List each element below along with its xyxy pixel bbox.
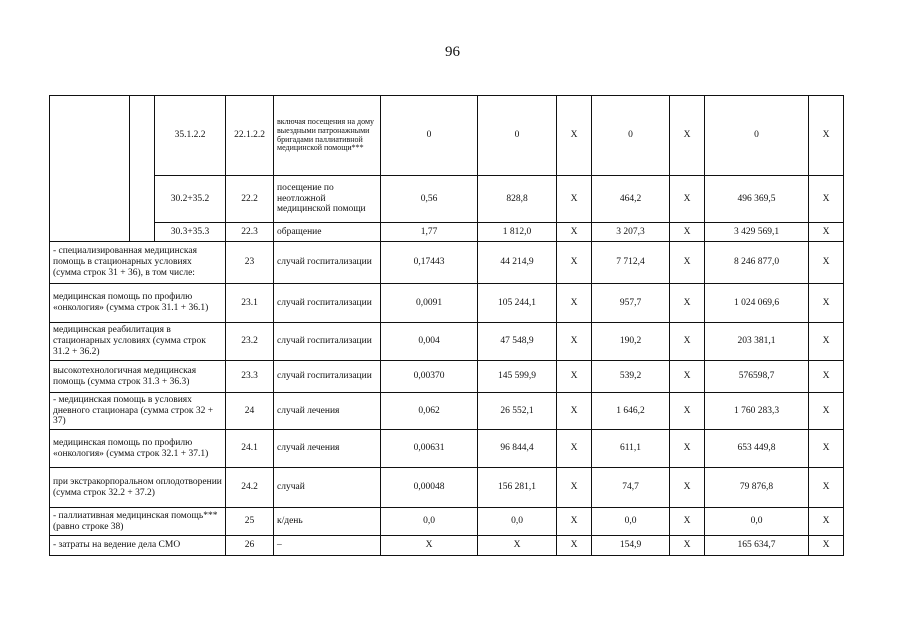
table-row — [50, 284, 844, 323]
cell-name: высокотехнологичная медицинская помощь (сумма строк 31.3 + 36.3) — [50, 361, 226, 393]
cell-value: 611,1 — [592, 430, 670, 468]
cell-name: при экстракорпоральном оплодотворении (сумма строк 32.2 + 37.2) — [50, 468, 226, 508]
cell-value: X — [809, 323, 844, 361]
cell-value: X — [557, 223, 592, 242]
cell-unit: – — [274, 536, 381, 556]
cell-value: 79 876,8 — [705, 468, 809, 508]
cell-value: 0,0 — [705, 508, 809, 536]
cell-value: X — [478, 536, 557, 556]
cell-value: X — [809, 508, 844, 536]
cell-value: 0,062 — [381, 393, 478, 430]
cell-value: 576598,7 — [705, 361, 809, 393]
cell-value: X — [557, 430, 592, 468]
cell-value: X — [557, 176, 592, 223]
cell-value: X — [670, 393, 705, 430]
table-row — [50, 536, 844, 556]
cell-value: 0,0 — [592, 508, 670, 536]
cell-line: 26 — [226, 536, 274, 556]
cell-value: 0 — [705, 96, 809, 176]
cell-value: 653 449,8 — [705, 430, 809, 468]
cell-value: X — [557, 361, 592, 393]
cell-unit: случай госпитализации — [274, 361, 381, 393]
cell-value: 0 — [592, 96, 670, 176]
cell-value: X — [809, 430, 844, 468]
cell-name: медицинская реабилитация в стационарных условиях (сумма строк 31.2 + 36.2) — [50, 323, 226, 361]
cell-value: X — [809, 536, 844, 556]
cell-unit: посещение по неотложной медицинской помощи — [274, 176, 381, 223]
cell-value: 0,00048 — [381, 468, 478, 508]
cell-value: X — [670, 284, 705, 323]
cell-value: X — [557, 468, 592, 508]
cell-unit: случай госпитализации — [274, 284, 381, 323]
cell-value: 156 281,1 — [478, 468, 557, 508]
cell-value: 0 — [381, 96, 478, 176]
empty-cell — [130, 96, 155, 242]
cell-unit: случай лечения — [274, 430, 381, 468]
cell-value: 0,0 — [381, 508, 478, 536]
cell-value: X — [670, 468, 705, 508]
table-row — [50, 508, 844, 536]
page-number: 96 — [445, 44, 460, 60]
cell-value: 26 552,1 — [478, 393, 557, 430]
cell-value: X — [557, 96, 592, 176]
cell-value: X — [809, 242, 844, 284]
cell-value: 105 244,1 — [478, 284, 557, 323]
cell-name: медицинская помощь по профилю «онкология» (сумма строк 31.1 + 36.1) — [50, 284, 226, 323]
cell-value: 0,00370 — [381, 361, 478, 393]
cell-value: 539,2 — [592, 361, 670, 393]
cell-value: 3 429 569,1 — [705, 223, 809, 242]
cell-value: X — [670, 323, 705, 361]
cell-value: X — [557, 393, 592, 430]
cell-value: X — [670, 96, 705, 176]
cell-line: 23 — [226, 242, 274, 284]
cell-value: 7 712,4 — [592, 242, 670, 284]
cell-unit: случай госпитализации — [274, 323, 381, 361]
cell-name: медицинская помощь по профилю «онкология» (сумма строк 32.1 + 37.1) — [50, 430, 226, 468]
cell-line: 24 — [226, 393, 274, 430]
cell-value: X — [670, 223, 705, 242]
cell-value: 1,77 — [381, 223, 478, 242]
cell-value: 0,0091 — [381, 284, 478, 323]
cell-line: 24.1 — [226, 430, 274, 468]
table-row — [50, 361, 844, 393]
table-row — [50, 242, 844, 284]
cell-unit: случай госпитализации — [274, 242, 381, 284]
cell-value: X — [809, 96, 844, 176]
cell-value: 0,17443 — [381, 242, 478, 284]
cell-value: 0,0 — [478, 508, 557, 536]
cell-value: 74,7 — [592, 468, 670, 508]
cell-value: X — [557, 242, 592, 284]
cell-line: 23.3 — [226, 361, 274, 393]
cell-value: 0,56 — [381, 176, 478, 223]
cell-value: X — [670, 361, 705, 393]
cell-value: X — [809, 284, 844, 323]
cell-value: X — [809, 223, 844, 242]
cell-code: 30.3+35.3 — [155, 223, 226, 242]
cell-value: 828,8 — [478, 176, 557, 223]
cell-value: X — [809, 393, 844, 430]
cell-value: X — [557, 323, 592, 361]
cell-value: X — [670, 508, 705, 536]
cell-value: 0 — [478, 96, 557, 176]
table-row — [50, 323, 844, 361]
cell-value: X — [809, 176, 844, 223]
cell-value: 1 646,2 — [592, 393, 670, 430]
cell-unit: обращение — [274, 223, 381, 242]
cell-value: 96 844,4 — [478, 430, 557, 468]
cell-name: - специализированная медицинская помощь в стационарных условиях (сумма строк 31 + 36), в том числе: — [50, 242, 226, 284]
cell-value: 464,2 — [592, 176, 670, 223]
table-row — [50, 223, 844, 242]
cell-value: 0,004 — [381, 323, 478, 361]
cell-value: X — [381, 536, 478, 556]
table-row — [50, 393, 844, 430]
cell-value: X — [670, 536, 705, 556]
cell-value: 957,7 — [592, 284, 670, 323]
cell-line: 25 — [226, 508, 274, 536]
table-row — [50, 468, 844, 508]
cell-value: X — [557, 508, 592, 536]
cell-value: X — [557, 536, 592, 556]
cell-value: 496 369,5 — [705, 176, 809, 223]
cell-value: X — [809, 468, 844, 508]
cell-code: 30.2+35.2 — [155, 176, 226, 223]
cell-unit: случай — [274, 468, 381, 508]
table-row — [50, 176, 844, 223]
cell-value: 1 812,0 — [478, 223, 557, 242]
table-row — [50, 96, 844, 176]
cell-value: 47 548,9 — [478, 323, 557, 361]
cell-value: 145 599,9 — [478, 361, 557, 393]
cell-value: X — [670, 430, 705, 468]
cell-name: - паллиативная медицинская помощь*** (равно строке 38) — [50, 508, 226, 536]
cell-line: 22.1.2.2 — [226, 96, 274, 176]
cell-value: 1 760 283,3 — [705, 393, 809, 430]
cell-unit: к/день — [274, 508, 381, 536]
cell-value: 154,9 — [592, 536, 670, 556]
data-table — [49, 95, 844, 556]
cell-value: X — [670, 242, 705, 284]
cell-line: 24.2 — [226, 468, 274, 508]
cell-unit: случай лечения — [274, 393, 381, 430]
cell-value: 190,2 — [592, 323, 670, 361]
cell-value: X — [809, 361, 844, 393]
cell-value: 8 246 877,0 — [705, 242, 809, 284]
cell-line: 23.2 — [226, 323, 274, 361]
cell-unit: включая посещения на дому выездными патронажными бригадами паллиативной медицинской помощи*** — [274, 96, 381, 176]
cell-value: 203 381,1 — [705, 323, 809, 361]
cell-value: 165 634,7 — [705, 536, 809, 556]
cell-name: - медицинская помощь в условиях дневного стационара (сумма строк 32 + 37) — [50, 393, 226, 430]
cell-name: - затраты на ведение дела СМО — [50, 536, 226, 556]
cell-value: 44 214,9 — [478, 242, 557, 284]
cell-line: 22.2 — [226, 176, 274, 223]
cell-value: X — [670, 176, 705, 223]
table-row — [50, 430, 844, 468]
cell-value: 0,00631 — [381, 430, 478, 468]
cell-line: 22.3 — [226, 223, 274, 242]
cell-code: 35.1.2.2 — [155, 96, 226, 176]
cell-value: 1 024 069,6 — [705, 284, 809, 323]
empty-cell — [50, 96, 130, 242]
cell-line: 23.1 — [226, 284, 274, 323]
cell-value: X — [557, 284, 592, 323]
cell-value: 3 207,3 — [592, 223, 670, 242]
